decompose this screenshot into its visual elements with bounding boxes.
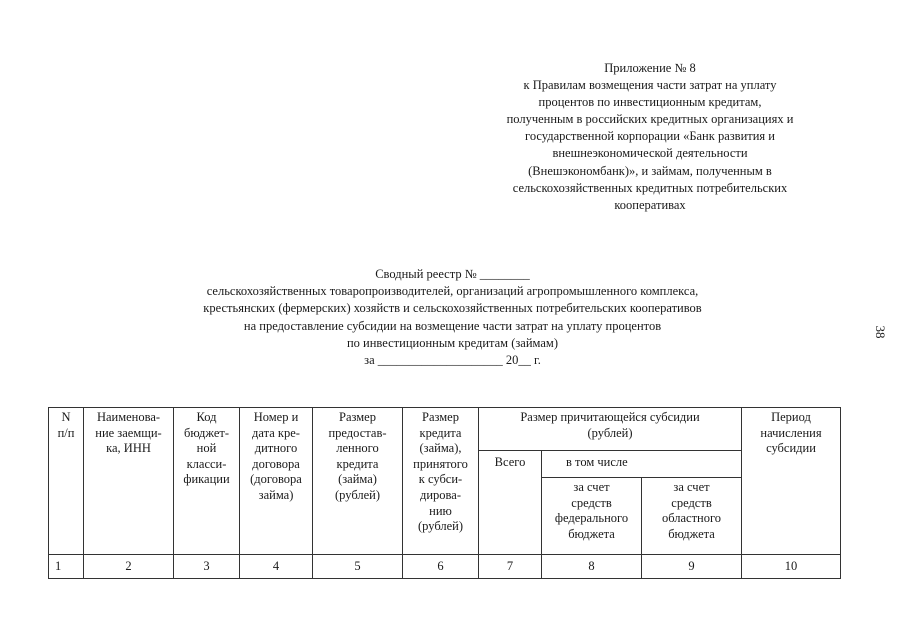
column-number: 5 [313,555,403,579]
header-cell-subsidy-group: Размер причитающейся субсидии (рублей) [479,408,742,451]
appendix-line: внешнеэкономической деятельности [552,146,748,161]
column-number: 4 [240,555,313,579]
title-line: Сводный реестр № ________ [375,267,530,281]
appendix-line: к Правилам возмещения части затрат на уплату [523,78,777,93]
header-cell-federal: за счет средств федерального бюджета [542,478,642,555]
header-cell-subsidized-loan: Размер кредита (займа), принятого к субси- дирова- нию (рублей) [403,408,479,555]
appendix-line: (Внешэкономбанк)», и займам, полученным в [528,163,772,178]
column-number: 7 [479,555,542,579]
title-line: крестьянских (фермерских) хозяйств и сельскохозяйственных потребительских кооперативов [203,301,702,316]
column-number: 2 [84,555,174,579]
registry-table [48,407,841,579]
appendix-line: процентов по инвестиционным кредитам, [538,95,762,110]
appendix-line: Приложение № 8 [604,61,696,75]
appendix-header [440,60,860,214]
title-line: на предоставление субсидии на возмещение части затрат на уплату процентов [243,318,662,333]
header-cell-total: Всего [479,451,542,555]
header-cell-budget-code: Код бюджет- ной класси- фикации [174,408,240,555]
header-cell-contract: Номер и дата кре- дитного договора (договора займа) [240,408,313,555]
appendix-line: сельскохозяйственных кредитных потребительских [512,180,788,195]
column-numbers-row [49,555,841,579]
column-number: 6 [403,555,479,579]
appendix-line: государственной корпорации «Банк развития и [525,129,775,144]
header-cell-borrower: Наименова- ние заемщи- ка, ИНН [84,408,174,555]
header-cell-period: Период начисления субсидии [742,408,841,555]
column-number: 1 [49,555,84,579]
column-number: 8 [542,555,642,579]
header-cell-regional: за счет средств областного бюджета [642,478,742,555]
page-number: 38 [873,325,888,339]
header-cell-number: N п/п [49,408,84,555]
title-line: за ____________________ 20__ г. [364,353,541,368]
appendix-line: кооперативах [614,197,686,212]
column-number: 3 [174,555,240,579]
header-cell-loan-size: Размер предостав- ленного кредита (займа) (рублей) [313,408,403,555]
document-title [100,266,805,369]
header-cell-including: в том числе [542,451,742,478]
appendix-line: полученным в российских кредитных организациях и [506,112,794,127]
column-number: 10 [742,555,841,579]
header-row [49,408,841,451]
title-line: сельскохозяйственных товаропроизводителей, организаций агропромышленного комплекса, [206,284,699,299]
column-number: 9 [642,555,742,579]
title-line: по инвестиционным кредитам (займам) [346,335,558,350]
